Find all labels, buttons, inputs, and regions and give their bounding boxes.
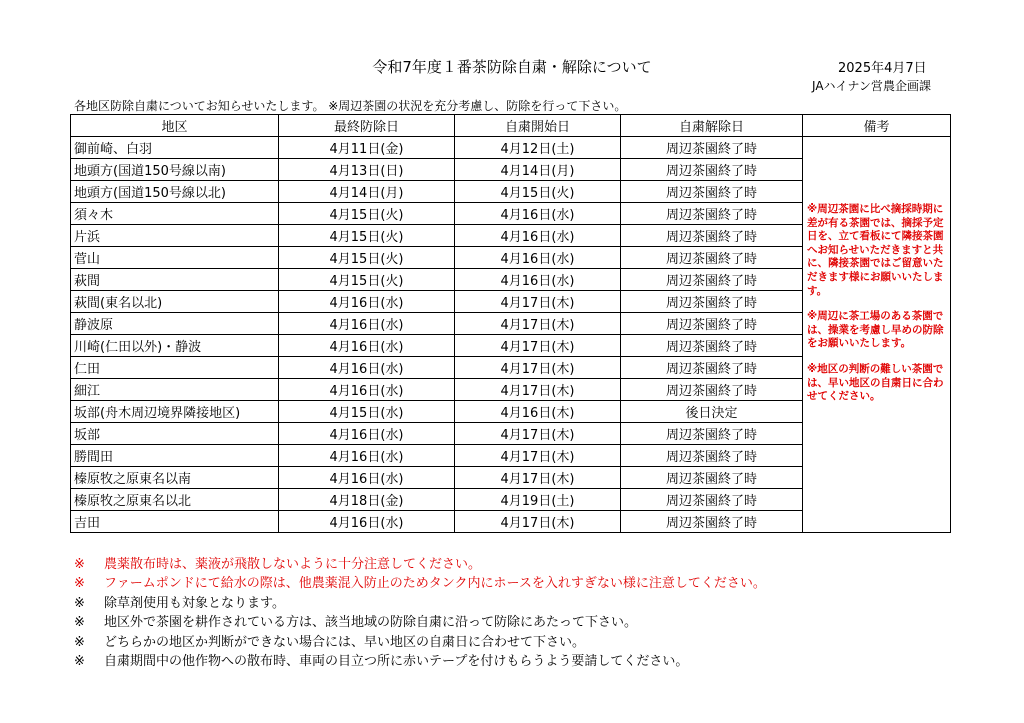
end-date-cell: 後日決定 — [621, 401, 803, 423]
last-date-cell: 4月15日(火) — [279, 269, 455, 291]
area-cell: 御前崎、白羽 — [71, 137, 279, 159]
start-date-cell: 4月17日(木) — [455, 511, 621, 533]
last-date-cell: 4月16日(水) — [279, 445, 455, 467]
note-text: ファームポンドにて給水の際は、他農薬混入防止のためタンク内にホースを入れすぎない様に注意してください。 — [104, 576, 766, 592]
note-text: 自粛期間中の他作物への散布時、車両の目立つ所に赤いテープを付けもらうよう要請してください。 — [104, 654, 689, 670]
note-item — [74, 594, 766, 613]
note-item — [74, 555, 766, 574]
start-date-cell: 4月16日(水) — [455, 247, 621, 269]
area-cell: 吉田 — [71, 511, 279, 533]
note-mark: ※ — [74, 615, 85, 631]
table-header-row — [71, 115, 951, 137]
note-text: どちらかの地区か判断ができない場合には、早い地区の自粛日に合わせて下さい。 — [104, 634, 586, 650]
area-cell: 勝間田 — [71, 445, 279, 467]
end-date-cell: 周辺茶園終了時 — [621, 137, 803, 159]
header-end-date: 自粛解除日 — [621, 115, 803, 137]
start-date-cell: 4月12日(土) — [455, 137, 621, 159]
table-row — [71, 137, 951, 159]
header-start-date: 自粛開始日 — [455, 115, 621, 137]
note-item — [74, 613, 766, 632]
note-mark: ※ — [74, 654, 85, 670]
start-date-cell: 4月16日(木) — [455, 401, 621, 423]
last-date-cell: 4月16日(水) — [279, 379, 455, 401]
start-date-cell: 4月17日(木) — [455, 313, 621, 335]
end-date-cell: 周辺茶園終了時 — [621, 225, 803, 247]
last-date-cell: 4月16日(水) — [279, 291, 455, 313]
last-date-cell: 4月15日(水) — [279, 401, 455, 423]
start-date-cell: 4月17日(木) — [455, 445, 621, 467]
last-date-cell: 4月11日(金) — [279, 137, 455, 159]
header-last-date: 最終防除日 — [279, 115, 455, 137]
note-text: 除草剤使用も対象となります。 — [104, 595, 285, 611]
start-date-cell: 4月17日(木) — [455, 423, 621, 445]
remarks-cell — [803, 137, 951, 533]
area-cell: 萩間 — [71, 269, 279, 291]
start-date-cell: 4月17日(木) — [455, 467, 621, 489]
area-cell: 榛原牧之原東名以北 — [71, 489, 279, 511]
last-date-cell: 4月16日(水) — [279, 357, 455, 379]
end-date-cell: 周辺茶園終了時 — [621, 335, 803, 357]
intro-text: 各地区防除自粛についてお知らせいたします。 ※周辺茶園の状況を充分考慮し、防除を行って下さい。 — [74, 99, 627, 113]
last-date-cell: 4月16日(水) — [279, 335, 455, 357]
end-date-cell: 周辺茶園終了時 — [621, 181, 803, 203]
last-date-cell: 4月13日(日) — [279, 159, 455, 181]
last-date-cell: 4月14日(月) — [279, 181, 455, 203]
note-text: 農薬散布時は、薬液が飛散しないように十分注意してください。 — [104, 557, 482, 572]
page-title: 令和7年度１番茶防除自粛・解除について — [372, 58, 652, 76]
note-mark: ※ — [74, 557, 85, 572]
note-mark: ※ — [74, 576, 85, 592]
remark-text: ※周辺に茶工場のある茶園では、操業を考慮し早めの防除をお願いいたします。 — [807, 310, 944, 350]
area-cell: 榛原牧之原東名以南 — [71, 467, 279, 489]
start-date-cell: 4月17日(木) — [455, 357, 621, 379]
header-remarks: 備考 — [803, 115, 951, 137]
table-body — [71, 137, 951, 533]
start-date-cell: 4月17日(木) — [455, 379, 621, 401]
area-cell: 片浜 — [71, 225, 279, 247]
start-date-cell: 4月15日(火) — [455, 181, 621, 203]
note-text: 地区外で茶園を耕作されている方は、該当地域の防除自粛に沿って防除にあたって下さい。 — [104, 615, 638, 631]
end-date-cell: 周辺茶園終了時 — [621, 511, 803, 533]
end-date-cell: 周辺茶園終了時 — [621, 159, 803, 181]
start-date-cell: 4月17日(木) — [455, 335, 621, 357]
area-cell: 坂部(舟木周辺境界隣接地区) — [71, 401, 279, 423]
note-mark: ※ — [74, 634, 85, 650]
end-date-cell: 周辺茶園終了時 — [621, 445, 803, 467]
end-date-cell: 周辺茶園終了時 — [621, 247, 803, 269]
organization: JAハイナン営農企画課 — [812, 79, 931, 93]
area-cell: 坂部 — [71, 423, 279, 445]
end-date-cell: 周辺茶園終了時 — [621, 467, 803, 489]
end-date-cell: 周辺茶園終了時 — [621, 269, 803, 291]
start-date-cell: 4月16日(水) — [455, 225, 621, 247]
end-date-cell: 周辺茶園終了時 — [621, 313, 803, 335]
last-date-cell: 4月16日(水) — [279, 313, 455, 335]
schedule-table — [70, 114, 951, 533]
last-date-cell: 4月15日(火) — [279, 247, 455, 269]
start-date-cell: 4月16日(水) — [455, 203, 621, 225]
end-date-cell: 周辺茶園終了時 — [621, 379, 803, 401]
area-cell: 地頭方(国道150号線以北) — [71, 181, 279, 203]
area-cell: 川崎(仁田以外)・静波 — [71, 335, 279, 357]
issue-date: 2025年4月7日 — [838, 61, 927, 76]
area-cell: 静波原 — [71, 313, 279, 335]
note-item — [74, 574, 766, 593]
start-date-cell: 4月19日(土) — [455, 489, 621, 511]
last-date-cell: 4月15日(火) — [279, 225, 455, 247]
last-date-cell: 4月16日(水) — [279, 467, 455, 489]
end-date-cell: 周辺茶園終了時 — [621, 357, 803, 379]
header-area: 地区 — [71, 115, 279, 137]
end-date-cell: 周辺茶園終了時 — [621, 203, 803, 225]
note-item — [74, 652, 766, 671]
start-date-cell: 4月17日(木) — [455, 291, 621, 313]
area-cell: 地頭方(国道150号線以南) — [71, 159, 279, 181]
notes-list — [74, 555, 766, 671]
area-cell: 細江 — [71, 379, 279, 401]
last-date-cell: 4月16日(水) — [279, 423, 455, 445]
end-date-cell: 周辺茶園終了時 — [621, 291, 803, 313]
last-date-cell: 4月18日(金) — [279, 489, 455, 511]
end-date-cell: 周辺茶園終了時 — [621, 489, 803, 511]
area-cell: 須々木 — [71, 203, 279, 225]
area-cell: 仁田 — [71, 357, 279, 379]
note-mark: ※ — [74, 595, 85, 611]
end-date-cell: 周辺茶園終了時 — [621, 423, 803, 445]
remark-text: ※周辺茶園に比べ摘採時期に差が有る茶園では、摘採予定日を、立て看板にて隣接茶園へお知らせいただきますと共に、隣接茶園ではご留意いただきます様にお願いいたします。 — [807, 203, 944, 297]
start-date-cell: 4月16日(水) — [455, 269, 621, 291]
last-date-cell: 4月16日(水) — [279, 511, 455, 533]
note-item — [74, 633, 766, 652]
start-date-cell: 4月14日(月) — [455, 159, 621, 181]
area-cell: 菅山 — [71, 247, 279, 269]
last-date-cell: 4月15日(火) — [279, 203, 455, 225]
remark-text: ※地区の判断の難しい茶園では、早い地区の自粛日に合わせてください。 — [807, 362, 944, 403]
area-cell: 萩間(東名以北) — [71, 291, 279, 313]
